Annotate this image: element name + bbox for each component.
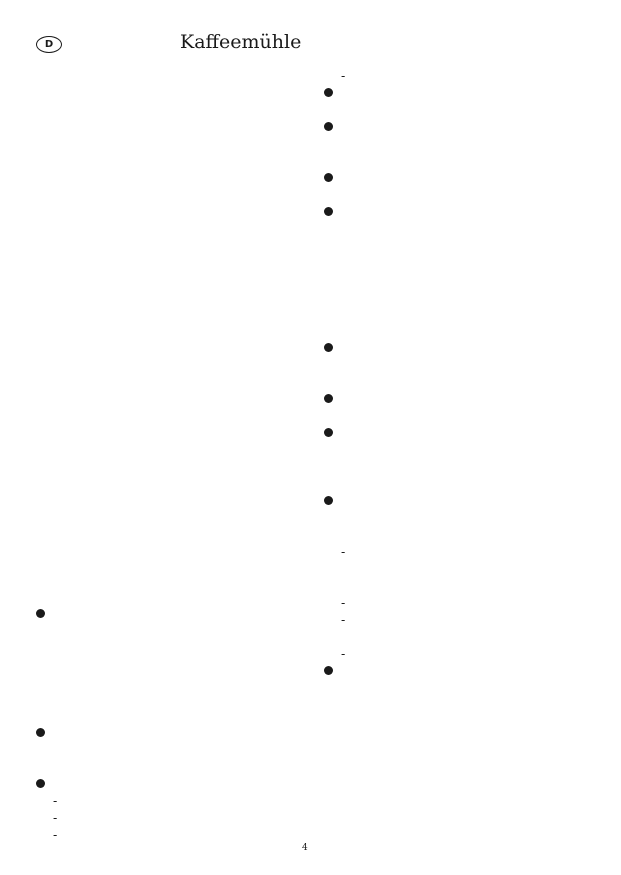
- dash-marker: -: [341, 595, 346, 610]
- dash-marker: -: [341, 612, 346, 627]
- bullet-icon: [324, 207, 333, 216]
- dash-marker: -: [341, 646, 346, 661]
- dash-marker: -: [341, 544, 346, 559]
- bullet-icon: [324, 394, 333, 403]
- dash-marker: -: [53, 827, 58, 842]
- bullet-icon: [324, 88, 333, 97]
- dash-marker: -: [53, 810, 58, 825]
- bullet-icon: [324, 173, 333, 182]
- page-number: 4: [302, 843, 308, 853]
- bullet-icon: [324, 666, 333, 675]
- bullet-icon: [324, 428, 333, 437]
- bullet-icon: [324, 122, 333, 131]
- bullet-icon: [324, 496, 333, 505]
- bullet-icon: [36, 728, 45, 737]
- bullet-icon: [36, 779, 45, 788]
- dash-marker: -: [341, 68, 346, 83]
- bullet-icon: [36, 609, 45, 618]
- bullet-icon: [324, 343, 333, 352]
- dash-marker: -: [53, 793, 58, 808]
- language-badge: D: [36, 36, 62, 53]
- page-title: Kaffeemühle: [180, 31, 302, 53]
